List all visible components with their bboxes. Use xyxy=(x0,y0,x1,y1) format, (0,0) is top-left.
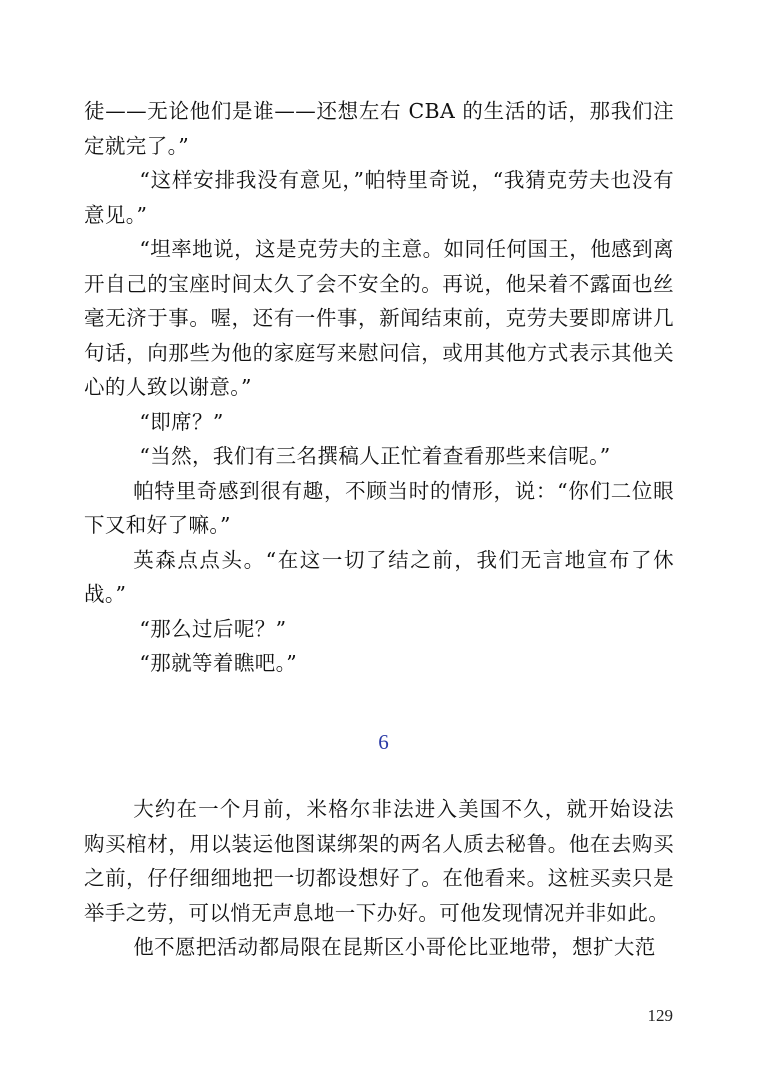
paragraph: “那就等着瞧吧。” xyxy=(139,651,298,675)
paragraph: “坦率地说，这是克劳夫的主意。如同任何国王，他感到离开自己的宝座时间太久了会不安全的。再说，他呆着不露面也丝毫无济于事。喔，还有一件事，新闻结束前，克劳夫要即席讲几句话，向那些为他的家庭写来慰问信，或用其他方式表示其他关心的人致以谢意。” xyxy=(84,237,674,399)
paragraph: 徒——无论他们是谁——还想左右 CBA 的生活的话，那我们注定就完了。” xyxy=(84,99,674,158)
text-block-top xyxy=(84,94,674,681)
paragraph: “当然，我们有三名撰稿人正忙着查看那些来信呢。” xyxy=(139,444,611,468)
text-block-bottom xyxy=(84,792,674,965)
paragraph: 英森点点头。“在这一切了结之前，我们无言地宣布了休战。” xyxy=(84,547,674,606)
page-number: 129 xyxy=(647,1006,673,1025)
paragraph: “即席？” xyxy=(139,409,224,434)
chapter-number: 6 xyxy=(378,730,389,754)
paragraph: 帕特里奇感到很有趣，不顾当时的情形，说：“你们二位眼下又和好了嘛。” xyxy=(84,478,674,537)
paragraph: 大约在一个月前，米格尔非法进入美国不久，就开始设法购买棺材，用以装运他图谋绑架的两名人质去秘鲁。他在去购买之前，仔仔细细地把一切都设想好了。在他看来。这桩买卖只是举手之劳，可以悄无声息地一下办好。可他发现情况并非如此。 xyxy=(84,797,674,925)
paragraph: “这样安排我没有意见，”帕特里奇说，“我猜克劳夫也没有意见。” xyxy=(84,168,674,227)
paragraph: “那么过后呢？” xyxy=(139,616,287,641)
paragraph: 他不愿把活动都局限在昆斯区小哥伦比亚地带，想扩大范 xyxy=(133,935,656,959)
